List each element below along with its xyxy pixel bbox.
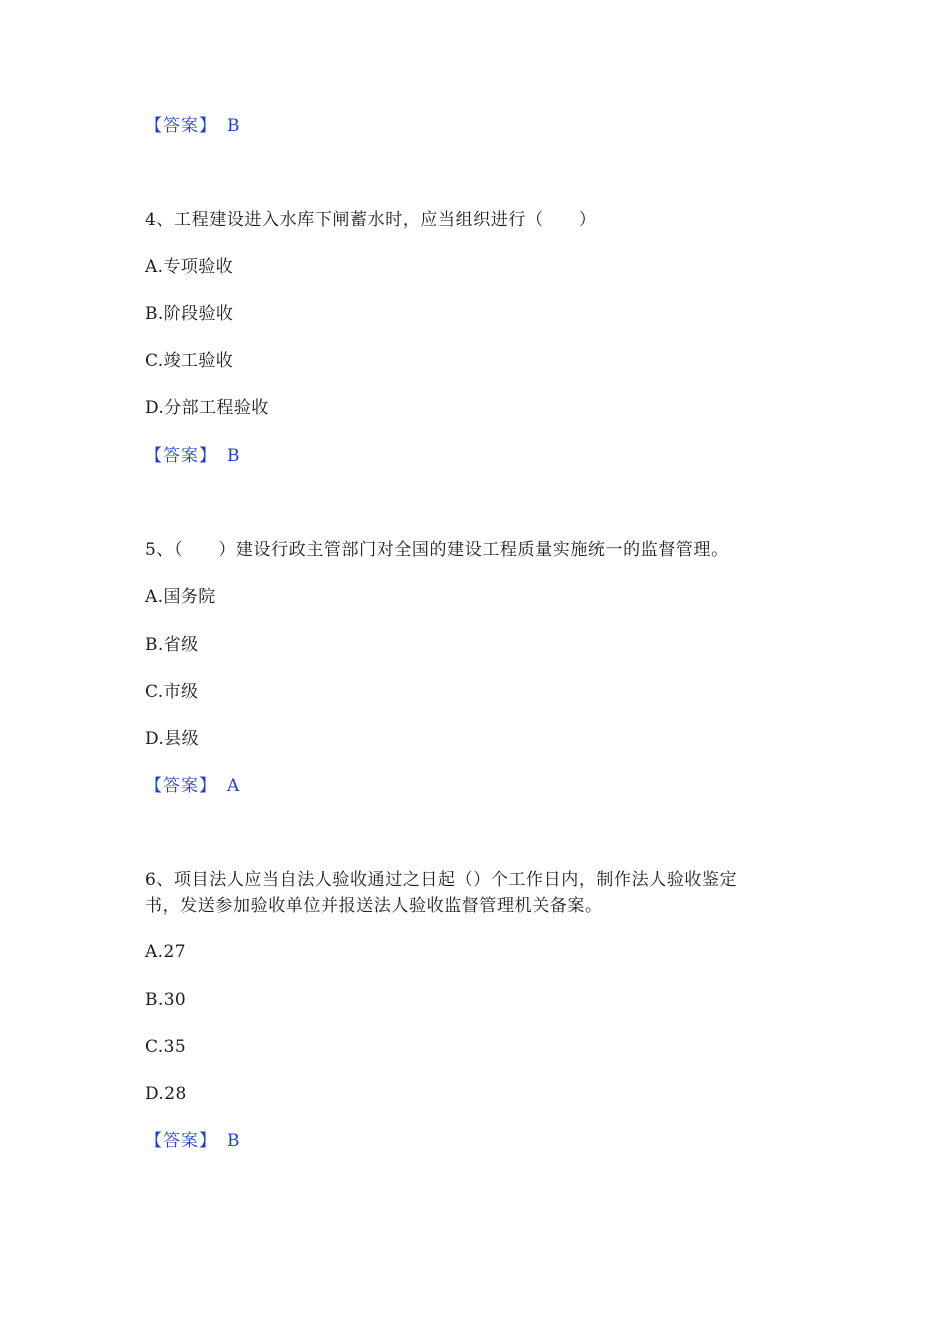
question-5-option-b: B.省级 <box>145 635 199 655</box>
question-4-option-a: A.专项验收 <box>145 257 234 277</box>
question-4-option-c: C.竣工验收 <box>145 351 234 371</box>
question-5-option-d: D.县级 <box>145 729 200 749</box>
answer-label: 【答案】 <box>145 116 217 136</box>
answer-value: B <box>227 116 240 136</box>
question-4-option-b: B.阶段验收 <box>145 304 234 324</box>
question-5-option-c: C.市级 <box>145 682 199 702</box>
answer-label: 【答案】 <box>145 446 217 466</box>
answer-line-q6 <box>145 1130 240 1152</box>
question-6-stem-line-2: 书，发送参加验收单位并报送法人验收监督管理机关备案。 <box>145 896 603 916</box>
question-6-option-d: D.28 <box>145 1084 187 1104</box>
answer-line-q3 <box>145 115 240 137</box>
answer-line-q4 <box>145 445 240 467</box>
answer-value: A <box>227 776 240 796</box>
question-5-stem: 5、（ ）建设行政主管部门对全国的建设工程质量实施统一的监督管理。 <box>145 540 729 560</box>
answer-label: 【答案】 <box>145 1131 217 1151</box>
question-5-option-a: A.国务院 <box>145 587 216 607</box>
question-6-option-a: A.27 <box>145 942 186 962</box>
question-4-stem: 4、工程建设进入水库下闸蓄水时，应当组织进行（ ） <box>145 210 597 230</box>
answer-value: B <box>227 1131 240 1151</box>
answer-line-q5 <box>145 775 239 797</box>
question-6-option-b: B.30 <box>145 990 187 1010</box>
answer-label: 【答案】 <box>145 776 217 796</box>
question-6-option-c: C.35 <box>145 1037 187 1057</box>
question-4-option-d: D.分部工程验收 <box>145 398 269 418</box>
question-6-stem-line-1: 6、项目法人应当自法人验收通过之日起（）个工作日内，制作法人验收鉴定 <box>145 870 738 890</box>
answer-value: B <box>227 446 240 466</box>
